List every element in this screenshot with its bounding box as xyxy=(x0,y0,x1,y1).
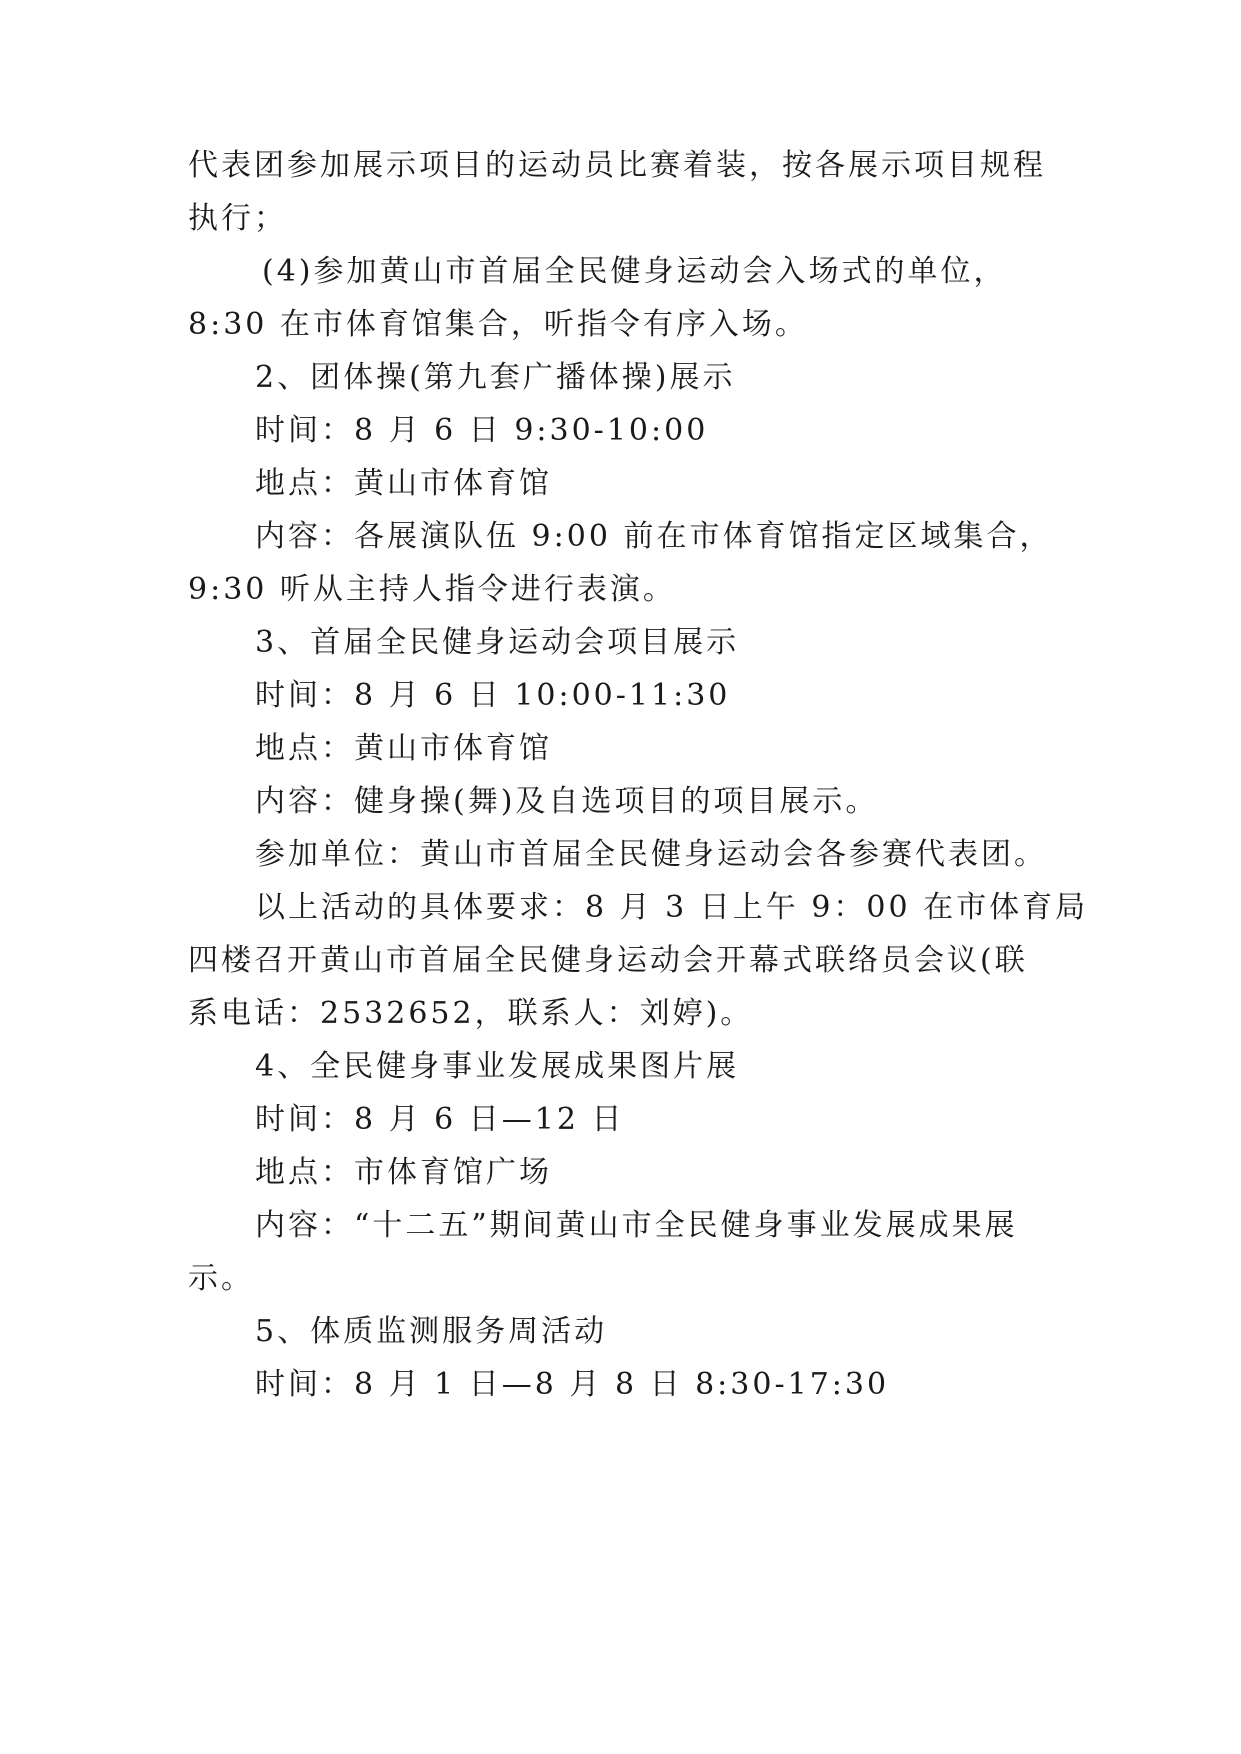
paragraph-line: 内容：健身操(舞)及自选项目的项目展示。 xyxy=(255,784,879,819)
paragraph-line: 时间：8 月 6 日—12 日 xyxy=(255,1102,625,1137)
paragraph-line: 时间：8 月 1 日—8 月 8 日 8:30-17:30 xyxy=(255,1367,890,1402)
paragraph-line: 时间：8 月 6 日 10:00-11:30 xyxy=(255,678,731,713)
paragraph-line: (4)参加黄山市首届全民健身运动会入场式的单位， xyxy=(262,254,1007,289)
paragraph-line: 执行； xyxy=(188,201,287,236)
paragraph-line: 系电话：2532652，联系人：刘婷)。 xyxy=(188,996,754,1031)
paragraph-line: 示。 xyxy=(188,1261,254,1296)
paragraph-line: 9:30 听从主持人指令进行表演。 xyxy=(188,572,676,607)
paragraph-line: 地点：黄山市体育馆 xyxy=(255,731,552,766)
section-heading: 2、团体操(第九套广播体操)展示 xyxy=(255,360,736,395)
section-heading: 3、首届全民健身运动会项目展示 xyxy=(255,625,740,660)
paragraph-line: 内容：“十二五”期间黄山市全民健身事业发展成果展 xyxy=(255,1208,1018,1243)
section-heading: 5、体质监测服务周活动 xyxy=(255,1314,608,1349)
paragraph-line: 8:30 在市体育馆集合，听指令有序入场。 xyxy=(188,307,808,342)
paragraph-line: 地点：黄山市体育馆 xyxy=(255,466,552,501)
section-heading: 4、全民健身事业发展成果图片展 xyxy=(255,1049,740,1084)
paragraph-line: 四楼召开黄山市首届全民健身运动会开幕式联络员会议(联 xyxy=(188,943,1028,978)
paragraph-line: 地点：市体育馆广场 xyxy=(255,1155,552,1190)
paragraph-line: 以上活动的具体要求：8 月 3 日上午 9：00 在市体育局 xyxy=(255,890,1089,925)
paragraph-line: 参加单位：黄山市首届全民健身运动会各参赛代表团。 xyxy=(255,837,1047,872)
paragraph-line: 内容：各展演队伍 9:00 前在市体育馆指定区域集合， xyxy=(255,519,1053,554)
paragraph-line: 代表团参加展示项目的运动员比赛着装，按各展示项目规程 xyxy=(188,148,1046,183)
paragraph-line: 时间：8 月 6 日 9:30-10:00 xyxy=(255,413,709,448)
